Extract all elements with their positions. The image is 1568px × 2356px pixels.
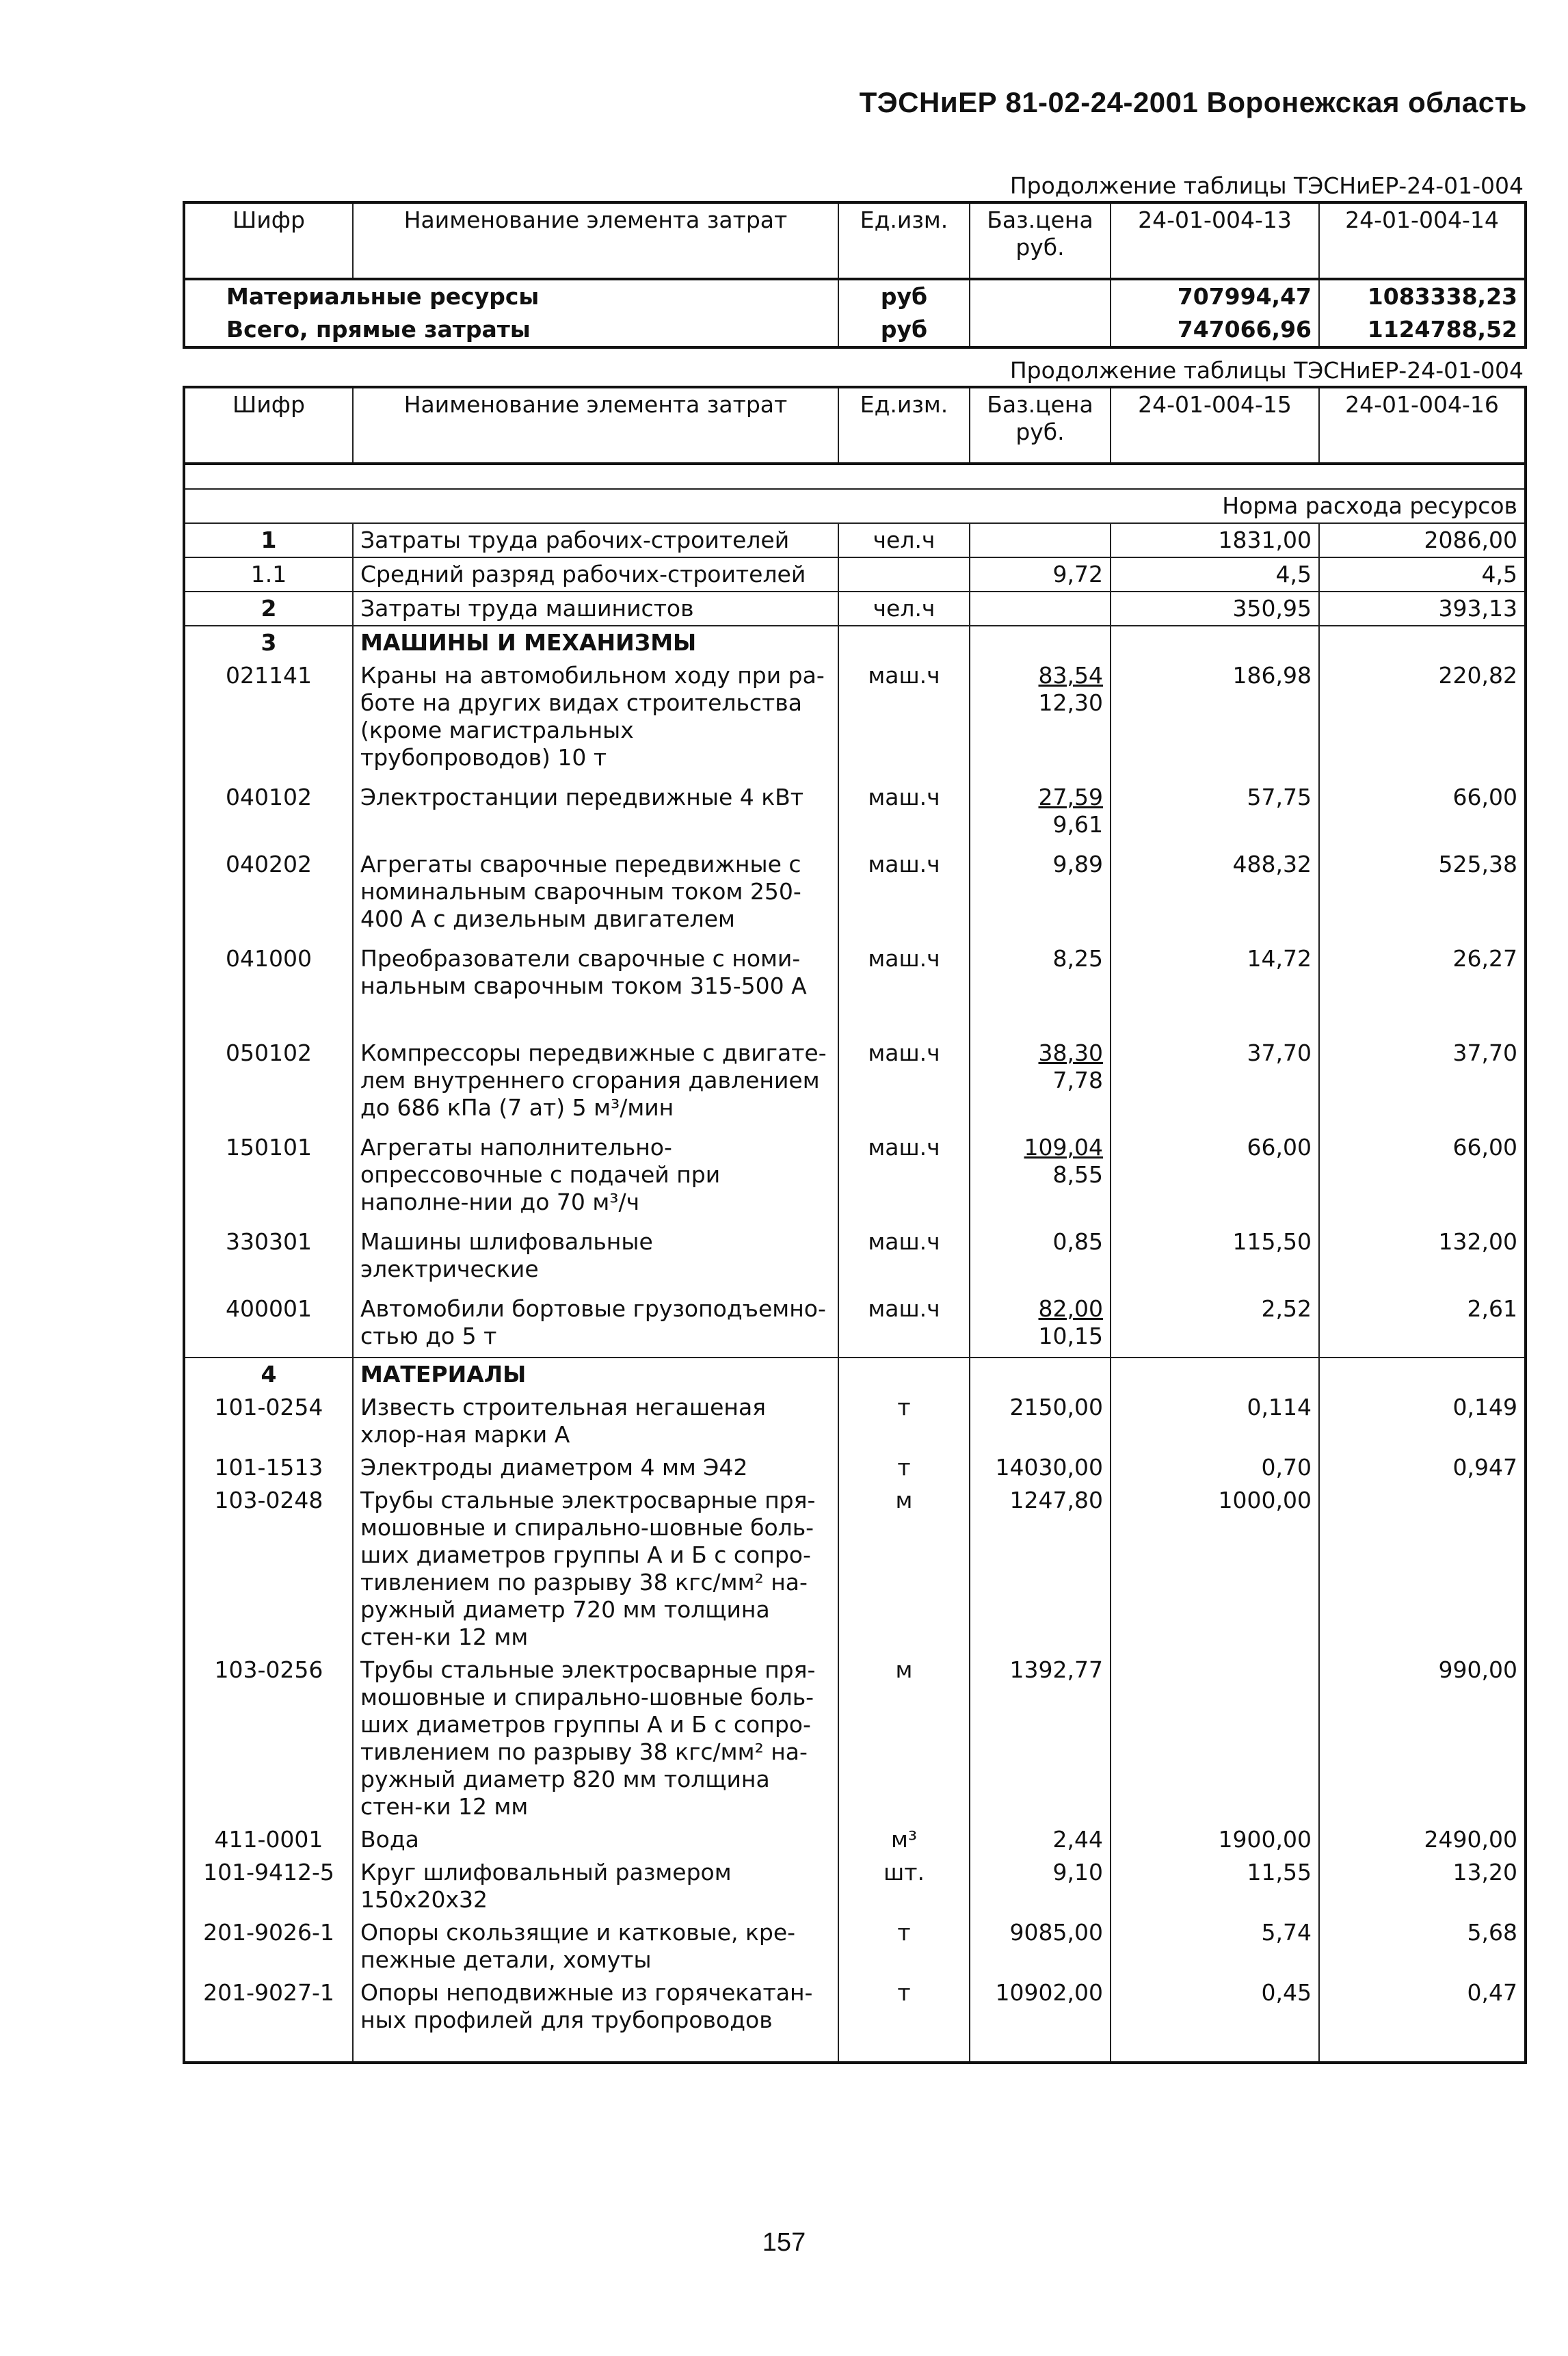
row-name: Компрессоры передвижные с двигате-лем внутреннего сгорания давлением до 686 кПа (7 ат) 5 м³/мин — [353, 1037, 838, 1131]
row-code: 2 — [184, 592, 353, 626]
table-row — [184, 1916, 1526, 1976]
row-unit: маш.ч — [838, 781, 970, 848]
row-unit: т — [838, 1976, 970, 2063]
row-price-main: 2150,00 — [1009, 1394, 1103, 1420]
row-price-main: 82,00 — [1038, 1295, 1103, 1322]
row-price — [970, 1484, 1111, 1654]
row-name: Краны на автомобильном ходу при ра-боте на других видах строительства (кроме магистральных трубопроводов) 10 т — [353, 659, 838, 781]
row-price — [970, 848, 1111, 942]
row-v2: 525,38 — [1319, 848, 1526, 942]
norm-row — [184, 489, 1526, 523]
row-v1: 115,50 — [1111, 1226, 1319, 1293]
row-v1: 0,114 — [1111, 1391, 1319, 1451]
table-row — [184, 523, 1526, 557]
row-name: Материальные ресурсы — [184, 279, 838, 313]
row-v2: 26,27 — [1319, 942, 1526, 1037]
row-v1: 350,95 — [1111, 592, 1319, 626]
row-v1: 2,52 — [1111, 1293, 1319, 1358]
row-code: 3 — [184, 626, 353, 659]
table-row — [184, 1391, 1526, 1451]
col-v1-header: 24-01-004-15 — [1111, 387, 1319, 464]
row-v1: 66,00 — [1111, 1131, 1319, 1226]
row-price — [970, 659, 1111, 781]
col-unit-header: Ед.изм. — [838, 202, 970, 279]
row-price — [970, 1451, 1111, 1484]
row-code: 4 — [184, 1358, 353, 1391]
table-row — [184, 1226, 1526, 1293]
row-price-main: 27,59 — [1038, 784, 1103, 810]
row-code: 400001 — [184, 1293, 353, 1358]
table-row — [184, 1131, 1526, 1226]
row-v1: 57,75 — [1111, 781, 1319, 848]
row-price — [970, 1976, 1111, 2063]
table1 — [183, 201, 1527, 349]
row-code: 150101 — [184, 1131, 353, 1226]
row-v2: 4,5 — [1319, 557, 1526, 592]
row-price — [970, 1654, 1111, 1823]
row-v2 — [1319, 1358, 1526, 1391]
row-name: Затраты труда машинистов — [353, 592, 838, 626]
row-price — [970, 1856, 1111, 1916]
row-v2: 132,00 — [1319, 1226, 1526, 1293]
row-price-main: 8,25 — [1052, 945, 1103, 972]
table-row — [184, 1976, 1526, 2063]
row-price — [970, 1037, 1111, 1131]
row-v2: 2086,00 — [1319, 523, 1526, 557]
table-row — [184, 313, 1526, 347]
row-v2: 5,68 — [1319, 1916, 1526, 1976]
row-price-main: 38,30 — [1038, 1040, 1103, 1066]
row-v1 — [1111, 1654, 1319, 1823]
row-price-secondary: 9,61 — [1052, 811, 1103, 838]
row-code: 101-0254 — [184, 1391, 353, 1451]
row-price-main: 9,10 — [1052, 1859, 1103, 1885]
table-row — [184, 1654, 1526, 1823]
col-code-header: Шифр — [184, 202, 353, 279]
row-v2 — [1319, 626, 1526, 659]
row-v2: 1083338,23 — [1319, 279, 1526, 313]
row-v2: 13,20 — [1319, 1856, 1526, 1916]
row-code: 201-9027-1 — [184, 1976, 353, 2063]
row-code: 050102 — [184, 1037, 353, 1131]
col-v1-header: 24-01-004-13 — [1111, 202, 1319, 279]
row-price-main: 14030,00 — [995, 1454, 1103, 1481]
row-unit: м — [838, 1654, 970, 1823]
row-price-secondary: 8,55 — [1052, 1161, 1103, 1188]
col-code-header: Шифр — [184, 387, 353, 464]
table-row — [184, 626, 1526, 659]
row-name: Автомобили бортовые грузоподъемно-стью до 5 т — [353, 1293, 838, 1358]
row-price-main: 1392,77 — [1009, 1656, 1103, 1683]
table1-header-row — [184, 202, 1526, 279]
row-v2: 2,61 — [1319, 1293, 1526, 1358]
col-name-header: Наименование элемента затрат — [353, 202, 838, 279]
row-unit: руб — [838, 279, 970, 313]
row-name: Круг шлифовальный размером 150х20х32 — [353, 1856, 838, 1916]
table2-caption: Продолжение таблицы ТЭСНиЕР-24-01-004 — [1009, 357, 1524, 384]
row-unit: руб — [838, 313, 970, 347]
row-name: Трубы стальные электросварные пря-мошовные и спирально-шовные боль-ших диаметров группы А и Б с сопро-тивлением по разрыву 38 кгс/мм² на-ружный диаметр 720 мм толщина стен-ки 12 мм — [353, 1484, 838, 1654]
table2-body — [184, 523, 1526, 2063]
row-unit — [838, 626, 970, 659]
row-name: МАШИНЫ И МЕХАНИЗМЫ — [353, 626, 838, 659]
row-price — [970, 781, 1111, 848]
norm-label: Норма расхода ресурсов — [184, 489, 1526, 523]
table-row — [184, 279, 1526, 313]
row-v2: 220,82 — [1319, 659, 1526, 781]
row-name: Электроды диаметром 4 мм Э42 — [353, 1451, 838, 1484]
row-unit: маш.ч — [838, 1293, 970, 1358]
row-v2: 0,47 — [1319, 1976, 1526, 2063]
row-name: Затраты труда рабочих-строителей — [353, 523, 838, 557]
row-v1: 4,5 — [1111, 557, 1319, 592]
table1-caption: Продолжение таблицы ТЭСНиЕР-24-01-004 — [1009, 172, 1524, 199]
row-price — [970, 1823, 1111, 1856]
row-name: Преобразователи сварочные с номи-нальным сварочным током 315-500 А — [353, 942, 838, 1037]
page-number: 157 — [762, 2228, 806, 2257]
row-v1 — [1111, 1358, 1319, 1391]
table2 — [183, 386, 1527, 2064]
row-unit — [838, 557, 970, 592]
row-price-main: 83,54 — [1038, 662, 1103, 689]
table-row — [184, 659, 1526, 781]
row-v1: 14,72 — [1111, 942, 1319, 1037]
col-price-header: Баз.цена руб. — [970, 387, 1111, 464]
row-price-main: 9,89 — [1052, 851, 1103, 877]
row-code: 101-1513 — [184, 1451, 353, 1484]
row-v1: 186,98 — [1111, 659, 1319, 781]
row-price-main: 109,04 — [1024, 1134, 1103, 1161]
row-price — [970, 1391, 1111, 1451]
table-row — [184, 1856, 1526, 1916]
row-price-main: 9085,00 — [1009, 1919, 1103, 1946]
row-unit: чел.ч — [838, 592, 970, 626]
row-price-main: 1247,80 — [1009, 1487, 1103, 1513]
row-price-main: 0,85 — [1052, 1228, 1103, 1255]
row-name: Агрегаты сварочные передвижные с номинальным сварочным током 250-400 А с дизельным двигателем — [353, 848, 838, 942]
table-row — [184, 592, 1526, 626]
row-v1: 747066,96 — [1111, 313, 1319, 347]
row-name: Опоры скользящие и катковые, кре-пежные детали, хомуты — [353, 1916, 838, 1976]
row-code: 103-0248 — [184, 1484, 353, 1654]
row-v2: 1124788,52 — [1319, 313, 1526, 347]
row-unit: маш.ч — [838, 1131, 970, 1226]
table-row — [184, 1451, 1526, 1484]
table-row — [184, 1293, 1526, 1358]
row-name: Трубы стальные электросварные пря-мошовные и спирально-шовные боль-ших диаметров группы А и Б с сопро-тивлением по разрыву 38 кгс/мм² на-ружный диаметр 820 мм толщина стен-ки 12 мм — [353, 1654, 838, 1823]
row-unit: м — [838, 1484, 970, 1654]
row-code: 330301 — [184, 1226, 353, 1293]
row-v2 — [1319, 1484, 1526, 1654]
col-unit-header: Ед.изм. — [838, 387, 970, 464]
row-unit: маш.ч — [838, 848, 970, 942]
row-code: 103-0256 — [184, 1654, 353, 1823]
row-name: Опоры неподвижные из горячекатан-ных профилей для трубопроводов — [353, 1976, 838, 2063]
row-code: 040202 — [184, 848, 353, 942]
row-v2: 0,947 — [1319, 1451, 1526, 1484]
row-name: Машины шлифовальные электрические — [353, 1226, 838, 1293]
row-code: 201-9026-1 — [184, 1916, 353, 1976]
row-code: 021141 — [184, 659, 353, 781]
col-price-header: Баз.цена руб. — [970, 202, 1111, 279]
table-row — [184, 781, 1526, 848]
row-price — [970, 557, 1111, 592]
row-code: 101-9412-5 — [184, 1856, 353, 1916]
row-price — [970, 626, 1111, 659]
table-row — [184, 942, 1526, 1037]
row-price — [970, 1293, 1111, 1358]
table-row — [184, 1358, 1526, 1391]
row-v2: 393,13 — [1319, 592, 1526, 626]
row-price-main: 9,72 — [1052, 561, 1103, 587]
row-price-secondary: 10,15 — [1038, 1323, 1103, 1349]
row-name: Известь строительная негашеная хлор-ная марки А — [353, 1391, 838, 1451]
table-row — [184, 848, 1526, 942]
row-v1: 1831,00 — [1111, 523, 1319, 557]
row-v1: 488,32 — [1111, 848, 1319, 942]
row-v1: 5,74 — [1111, 1916, 1319, 1976]
col-v2-header: 24-01-004-16 — [1319, 387, 1526, 464]
row-unit: шт. — [838, 1856, 970, 1916]
table-row — [184, 1037, 1526, 1131]
row-name: МАТЕРИАЛЫ — [353, 1358, 838, 1391]
row-unit: т — [838, 1916, 970, 1976]
row-code: 411-0001 — [184, 1823, 353, 1856]
table-row — [184, 1823, 1526, 1856]
row-price — [970, 942, 1111, 1037]
row-name: Всего, прямые затраты — [184, 313, 838, 347]
row-name: Агрегаты наполнительно-опрессовочные с подачей при наполне-нии до 70 м³/ч — [353, 1131, 838, 1226]
row-v1: 707994,47 — [1111, 279, 1319, 313]
row-v2: 2490,00 — [1319, 1823, 1526, 1856]
row-unit: маш.ч — [838, 659, 970, 781]
document-header: ТЭСНиЕР 81-02-24-2001 Воронежская область — [859, 86, 1527, 118]
row-v1 — [1111, 626, 1319, 659]
row-v1: 1900,00 — [1111, 1823, 1319, 1856]
row-name: Вода — [353, 1823, 838, 1856]
row-v2: 66,00 — [1319, 781, 1526, 848]
row-v1: 0,70 — [1111, 1451, 1319, 1484]
row-code: 1 — [184, 523, 353, 557]
row-price-main: 10902,00 — [995, 1979, 1103, 2006]
spacer-row — [184, 464, 1526, 489]
row-price-main: 2,44 — [1052, 1826, 1103, 1853]
row-price — [970, 1916, 1111, 1976]
row-unit — [838, 1358, 970, 1391]
table-row — [184, 557, 1526, 592]
row-name: Электростанции передвижные 4 кВт — [353, 781, 838, 848]
row-unit: маш.ч — [838, 942, 970, 1037]
row-v2: 66,00 — [1319, 1131, 1526, 1226]
row-v2: 990,00 — [1319, 1654, 1526, 1823]
row-v1: 11,55 — [1111, 1856, 1319, 1916]
row-price-secondary: 7,78 — [1052, 1067, 1103, 1094]
table-row — [184, 1484, 1526, 1654]
col-name-header: Наименование элемента затрат — [353, 387, 838, 464]
row-code: 1.1 — [184, 557, 353, 592]
row-unit: м³ — [838, 1823, 970, 1856]
row-unit: чел.ч — [838, 523, 970, 557]
row-price — [970, 1358, 1111, 1391]
col-v2-header: 24-01-004-14 — [1319, 202, 1526, 279]
row-price-secondary: 12,30 — [1038, 689, 1103, 716]
row-v1: 0,45 — [1111, 1976, 1319, 2063]
row-v2: 37,70 — [1319, 1037, 1526, 1131]
row-unit: т — [838, 1451, 970, 1484]
table2-header-row — [184, 387, 1526, 464]
row-code: 040102 — [184, 781, 353, 848]
row-v2: 0,149 — [1319, 1391, 1526, 1451]
row-name: Средний разряд рабочих-строителей — [353, 557, 838, 592]
row-v1: 37,70 — [1111, 1037, 1319, 1131]
row-price — [970, 1226, 1111, 1293]
row-v1: 1000,00 — [1111, 1484, 1319, 1654]
row-code: 041000 — [184, 942, 353, 1037]
row-unit: т — [838, 1391, 970, 1451]
row-unit: маш.ч — [838, 1037, 970, 1131]
row-price — [970, 1131, 1111, 1226]
row-price — [970, 523, 1111, 557]
row-price — [970, 592, 1111, 626]
row-unit: маш.ч — [838, 1226, 970, 1293]
